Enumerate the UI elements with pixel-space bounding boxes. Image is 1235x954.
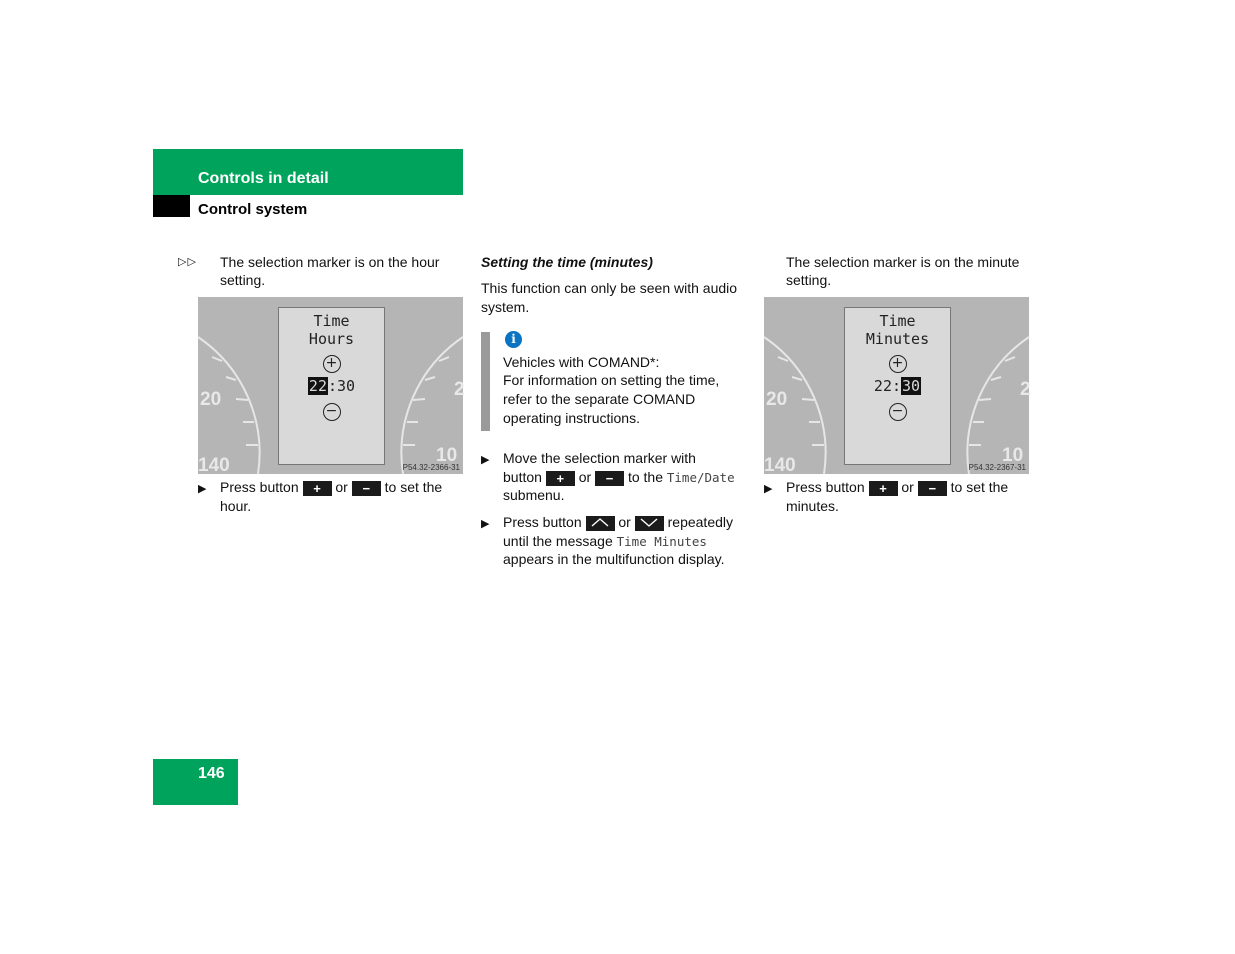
lcd-minus-icon: −: [889, 403, 907, 421]
col1-step-line2: hour.: [220, 498, 252, 514]
step-text: button: [503, 469, 542, 485]
col3-step-line1: [786, 478, 1008, 497]
step-text: or: [335, 479, 348, 495]
triangle-bullet-icon: ▶: [481, 518, 490, 530]
triangle-bullet-icon: ▶: [481, 454, 490, 466]
col2-step1-line3: submenu.: [503, 487, 565, 503]
col2-step2-line1: [503, 513, 733, 532]
subsection-title: Control system: [198, 201, 308, 218]
info-line: For information on setting the time,: [503, 372, 720, 388]
plus-key-icon: +: [303, 481, 332, 496]
display-message: Time Minutes: [616, 534, 707, 549]
lcd-mode: Hours: [308, 330, 355, 348]
step-text: Press button: [786, 479, 865, 495]
lcd-plus-icon: +: [889, 355, 907, 373]
subsection-marker: [153, 195, 190, 217]
lcd-screen: [278, 307, 385, 465]
figure-ref: P54.32-2366-31: [402, 463, 460, 472]
col3-intro-line1: The selection marker is on the minute: [786, 254, 1020, 270]
col1-intro-line2: setting.: [220, 272, 266, 288]
section-title: Controls in detail: [198, 170, 329, 187]
down-key-icon: [635, 516, 664, 531]
minus-key-icon: −: [352, 481, 381, 496]
col2-step2-line2: [503, 532, 707, 551]
triangle-bullet-icon: ▶: [764, 483, 773, 495]
col3-intro-line2: setting.: [786, 272, 832, 288]
plus-key-icon: +: [869, 481, 898, 496]
gauge-number: 10: [1002, 445, 1024, 466]
col2-intro-line1: This function can only be seen with audio: [481, 280, 738, 296]
step-text: to the: [627, 469, 663, 485]
gauge-number: 2: [454, 379, 465, 400]
lcd-minus-icon: −: [323, 403, 341, 421]
col1-step-bullet: [198, 478, 206, 499]
step-text: or: [618, 514, 631, 530]
lcd-separator: :: [891, 377, 902, 395]
minus-key-icon: −: [595, 471, 624, 486]
lcd-hours: 22: [873, 377, 892, 395]
col2-step1-line2: [503, 468, 735, 487]
lcd-title: Time: [313, 312, 350, 330]
lcd-minutes: 30: [337, 377, 356, 395]
lcd-title: Time: [879, 312, 916, 330]
lcd-separator: :: [327, 377, 338, 395]
col2-intro-line2: system.: [481, 299, 530, 315]
col1-step-line1: [220, 478, 442, 497]
step-text: Press button: [220, 479, 299, 495]
info-line: operating instructions.: [503, 410, 640, 426]
step-text: or: [901, 479, 914, 495]
hours-display-figure: [198, 297, 463, 474]
gauge-number: 140: [198, 455, 230, 476]
info-box-bar: [481, 332, 490, 431]
step-text: repeatedly: [667, 514, 734, 530]
figure-ref: P54.32-2367-31: [968, 463, 1026, 472]
page-number-box: [153, 759, 238, 805]
col3-step-line2: minutes.: [786, 498, 839, 514]
col2-step1-line1: Move the selection marker with: [503, 450, 696, 466]
gauge-number: 140: [764, 455, 796, 476]
up-key-icon: [586, 516, 615, 531]
page-number: 146: [198, 765, 225, 782]
gauge-number: 20: [200, 389, 222, 410]
col2-step2-line3: appears in the multifunction display.: [503, 551, 725, 567]
lcd-plus-icon: +: [323, 355, 341, 373]
gauge-number: 20: [766, 389, 788, 410]
gauge-number: 10: [436, 445, 458, 466]
info-icon: i: [505, 331, 522, 348]
lcd-mode: Minutes: [865, 330, 930, 348]
col1-intro-line1: The selection marker is on the hour: [220, 254, 440, 270]
lcd-screen: [844, 307, 951, 465]
continue-marker: ▷▷: [178, 256, 197, 268]
lcd-hours: 22: [308, 377, 327, 395]
step-text: to set the: [950, 479, 1009, 495]
plus-key-icon: +: [546, 471, 575, 486]
menu-name: Time/Date: [666, 470, 735, 485]
info-line: refer to the separate COMAND: [503, 391, 696, 407]
step-text: to set the: [384, 479, 443, 495]
section-heading: Setting the time (minutes): [481, 254, 653, 270]
info-line: Vehicles with COMAND*:: [503, 354, 660, 370]
step-text: Press button: [503, 514, 582, 530]
minus-key-icon: −: [918, 481, 947, 496]
minutes-display-figure: [764, 297, 1029, 474]
triangle-bullet-icon: ▶: [198, 483, 207, 495]
lcd-minutes: 30: [902, 377, 921, 395]
step-text: or: [578, 469, 592, 485]
step-text: until the message: [503, 533, 613, 549]
gauge-number: 2: [1020, 379, 1031, 400]
